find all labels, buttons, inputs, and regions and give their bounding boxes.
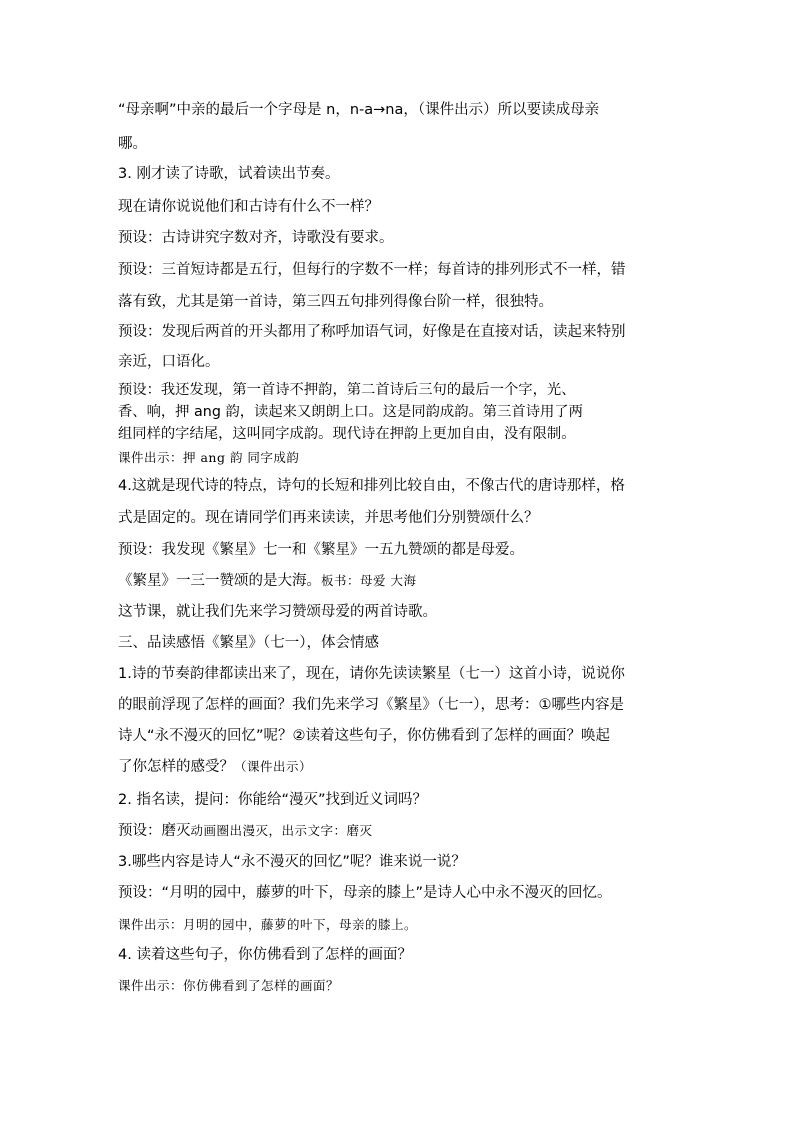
paragraph-line (118, 260, 626, 280)
paragraph-line (118, 292, 553, 312)
text-run: 组同样的字结尾，这叫同字成韵。现代诗在押韵上更加自由，没有限制。 (118, 426, 576, 442)
text-run: 预设：“月明的园中，藤萝的叶下，母亲的膝上”是诗人心中永不漫灭的回忆。 (118, 885, 612, 901)
slide-note-line (118, 976, 339, 996)
text-run: 预设：我发现《繁星》七一和《繁星》一五九赞颂的都是母爱。 (118, 542, 524, 558)
text-run: 预设：磨灭 (118, 823, 191, 839)
paragraph-line (118, 664, 625, 684)
paragraph-line (118, 402, 583, 422)
paragraph-line (118, 424, 576, 444)
paragraph-line (118, 757, 312, 777)
text-run: 2. 指名读，提问：你能给“漫灭”找到近义词吗？ (118, 792, 427, 808)
slide-note: 课件出示：月明的园中，藤萝的叶下，母亲的膝上。 (118, 917, 418, 932)
text-run: 4.这就是现代诗的特点，诗句的长短和排列比较自由，不像古代的唐诗那样，格 (118, 478, 625, 494)
text-run: 4. 读着这些句子，你仿佛看到了怎样的画面？ (118, 947, 412, 963)
paragraph-line (118, 197, 379, 217)
paragraph-line (118, 508, 539, 528)
text-run: 式是固定的。现在请同学们再来读读，并思考他们分别赞颂什么？ (118, 510, 539, 526)
slide-note-line (118, 915, 417, 935)
paragraph-line (118, 228, 394, 248)
text-run: 预设：古诗讲究字数对齐，诗歌没有要求。 (118, 230, 394, 246)
text-run: 了你怎样的感受？ (118, 759, 234, 775)
paragraph-line (118, 540, 524, 560)
paragraph-line (118, 852, 466, 872)
paragraph-line (118, 602, 437, 622)
slide-note: 课件出示：押 ang 韵 同字成韵 (118, 450, 300, 465)
slide-note: 课件出示：你仿佛看到了怎样的画面？ (118, 978, 340, 993)
section-heading (118, 633, 379, 653)
paragraph-line (118, 945, 412, 965)
paragraph-line (118, 134, 147, 154)
paragraph-line (118, 380, 576, 400)
slide-note: 动画圈出漫灭，出示文字：磨灭 (190, 823, 373, 838)
text-run: 预设：发现后两首的开头都用了称呼加语气词，好像是在直接对话，读起来特别 (118, 324, 626, 340)
paragraph-line (118, 821, 373, 841)
text-run: 现在请你说说他们和古诗有什么不一样？ (118, 199, 379, 215)
text-run: 亲近，口语化。 (118, 354, 220, 370)
paragraph-line (118, 322, 626, 342)
slide-note: （课件出示） (234, 759, 313, 774)
paragraph-line (118, 164, 339, 184)
paragraph-line (118, 100, 599, 120)
text-run: 1.诗的节奏韵律都读出来了，现在，请你先读读繁星（七一）这首小诗，说说你 (118, 666, 625, 682)
text-run: 香、响，押 ang 韵，读起来又朗朗上口。这是同韵成韵。第三首诗用了两 (118, 404, 583, 420)
text-run: 哪。 (118, 136, 147, 152)
text-run: 诗人“永不漫灭的回忆”呢？②读着这些句子，你仿佛看到了怎样的画面？唤起 (118, 728, 611, 744)
text-run: 三、品读感悟《繁星》（七一），体会情感 (118, 635, 379, 651)
text-run: 落有致，尤其是第一首诗，第三四五句排列得像台阶一样，很独特。 (118, 294, 553, 310)
paragraph-line (118, 352, 220, 372)
paragraph-line (118, 790, 427, 810)
paragraph-line (118, 883, 612, 903)
text-run: 《繁星》一三一赞颂的是大海。 (118, 573, 321, 589)
paragraph-line (118, 476, 625, 496)
text-run: “母亲啊”中亲的最后一个字母是 n，n-a→na，（课件出示）所以要读成母亲 (118, 102, 600, 118)
paragraph-line (118, 695, 624, 715)
board-note: 板书：母爱 大海 (321, 573, 417, 588)
text-run: 这节课，就让我们先来学习赞颂母爱的两首诗歌。 (118, 604, 437, 620)
text-run: 的眼前浮现了怎样的画面？我们先来学习《繁星》（七一），思考：①哪些内容是 (118, 697, 624, 713)
text-run: 预设：三首短诗都是五行，但每行的字数不一样；每首诗的排列形式不一样，错 (118, 262, 626, 278)
paragraph-line (118, 571, 416, 591)
text-run: 3.哪些内容是诗人“永不漫灭的回忆”呢？谁来说一说？ (118, 854, 466, 870)
text-run: 3. 刚才读了诗歌，试着读出节奏。 (118, 166, 340, 182)
text-run: 预设：我还发现，第一首诗不押韵，第二首诗后三句的最后一个字，光、 (118, 382, 576, 398)
slide-note-line (118, 448, 299, 468)
paragraph-line (118, 726, 610, 746)
